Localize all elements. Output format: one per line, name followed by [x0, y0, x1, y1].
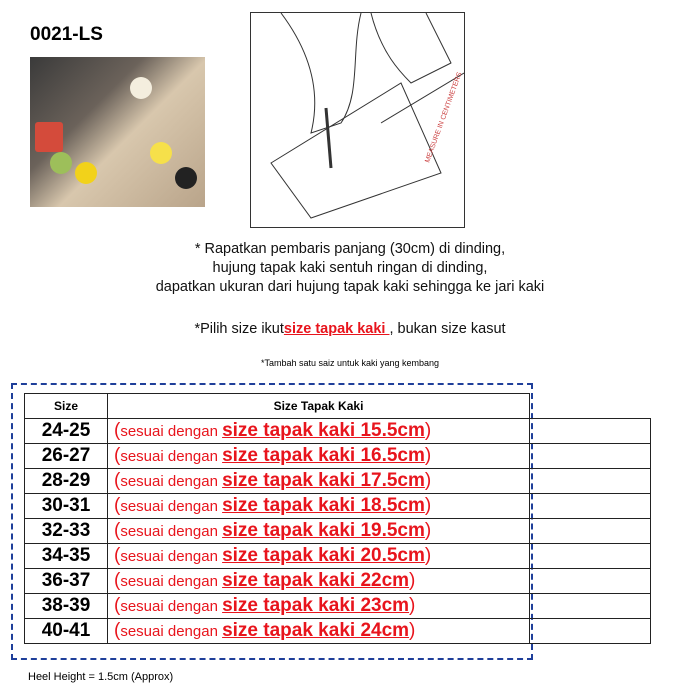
table-row: [25, 444, 651, 469]
empty-cell: [530, 619, 651, 644]
foot-size-cell: [108, 594, 530, 619]
foot-size-cell: [108, 444, 530, 469]
paren-open: (: [114, 470, 121, 491]
table-row: [25, 594, 651, 619]
paren-open: (: [114, 620, 121, 641]
ruler-text: MEASURE IN CENTIMETERS: [424, 71, 464, 164]
foot-size-value: size tapak kaki 16.5cm: [222, 445, 425, 466]
foot-size-value: size tapak kaki 18.5cm: [222, 495, 425, 516]
paren-close: ): [424, 520, 432, 541]
paren-open: (: [114, 495, 121, 516]
instruction-line: dapatkan ukuran dari hujung tapak kaki sehingga ke jari kaki: [155, 279, 545, 295]
foot-size-value: size tapak kaki 19.5cm: [222, 520, 425, 541]
paren-close: ): [409, 570, 416, 591]
foot-size-prefix: sesuai dengan: [120, 423, 223, 440]
header-foot-size: Size Tapak Kaki: [108, 394, 530, 419]
foot-size-cell: [108, 494, 530, 519]
paren-close: ): [409, 595, 416, 616]
empty-cell: [530, 494, 651, 519]
paren-close: ): [409, 620, 416, 641]
empty-cell: [530, 594, 651, 619]
wide-foot-note: *Tambah satu saiz untuk kaki yang kembang: [260, 358, 440, 368]
size-cell: 36-37: [25, 569, 108, 594]
foot-size-cell: [108, 469, 530, 494]
foot-size-cell: [108, 619, 530, 644]
paren-open: (: [114, 420, 121, 441]
size-cell: 40-41: [25, 619, 108, 644]
pick-suffix: , bukan size kasut: [389, 321, 506, 337]
size-cell: 34-35: [25, 544, 108, 569]
foot-size-value: size tapak kaki 20.5cm: [222, 545, 425, 566]
table-row: [25, 544, 651, 569]
table-header: [25, 394, 651, 419]
table-row: [25, 419, 651, 444]
paren-open: (: [114, 570, 121, 591]
paren-close: ): [424, 445, 432, 466]
foot-size-value: size tapak kaki 17.5cm: [222, 470, 425, 491]
foot-size-cell: [108, 569, 530, 594]
paren-open: (: [114, 520, 121, 541]
header-size: Size: [25, 394, 108, 419]
table-row: [25, 519, 651, 544]
foot-size-value: size tapak kaki 15.5cm: [222, 420, 425, 441]
size-cell: 26-27: [25, 444, 108, 469]
paren-close: ): [424, 495, 432, 516]
paren-close: ): [424, 470, 432, 491]
paren-open: (: [114, 595, 121, 616]
foot-size-cell: [108, 519, 530, 544]
empty-cell: [530, 519, 651, 544]
instruction-line: * Rapatkan pembaris panjang (30cm) di dinding,: [194, 241, 506, 257]
foot-size-prefix: sesuai dengan: [120, 448, 223, 465]
pick-size-note: [0, 320, 700, 339]
foot-size-cell: [108, 544, 530, 569]
foot-size-cell: [108, 419, 530, 444]
empty-cell: [530, 569, 651, 594]
foot-size-prefix: sesuai dengan: [120, 573, 223, 590]
empty-cell: [530, 469, 651, 494]
foot-size-value: size tapak kaki 22cm: [222, 570, 410, 591]
foot-size-value: size tapak kaki 24cm: [222, 620, 410, 641]
paren-close: ): [424, 545, 432, 566]
foot-size-prefix: sesuai dengan: [120, 498, 223, 515]
instructions: [0, 240, 700, 297]
product-code: 0021-LS: [30, 24, 103, 45]
empty-cell: [530, 419, 651, 444]
size-cell: 28-29: [25, 469, 108, 494]
foot-size-prefix: sesuai dengan: [120, 598, 223, 615]
table-row: [25, 619, 651, 644]
foot-size-prefix: sesuai dengan: [120, 523, 223, 540]
foot-measure-illustration: [250, 12, 465, 228]
empty-cell: [530, 544, 651, 569]
paren-open: (: [114, 445, 121, 466]
empty-cell: [530, 444, 651, 469]
table-row: [25, 494, 651, 519]
paren-open: (: [114, 545, 121, 566]
foot-size-prefix: sesuai dengan: [120, 548, 223, 565]
size-cell: 38-39: [25, 594, 108, 619]
table-row: [25, 569, 651, 594]
size-cell: 30-31: [25, 494, 108, 519]
size-table: [24, 393, 651, 644]
foot-size-prefix: sesuai dengan: [120, 473, 223, 490]
product-photo: [30, 57, 205, 207]
instruction-line: hujung tapak kaki sentuh ringan di dinding,: [212, 260, 488, 276]
pick-highlight: size tapak kaki: [283, 321, 390, 337]
paren-close: ): [424, 420, 432, 441]
size-cell: 24-25: [25, 419, 108, 444]
foot-size-value: size tapak kaki 23cm: [222, 595, 410, 616]
heel-height: Heel Height = 1.5cm (Approx): [28, 671, 174, 683]
table-row: [25, 469, 651, 494]
foot-size-prefix: sesuai dengan: [120, 623, 223, 640]
size-cell: 32-33: [25, 519, 108, 544]
pick-prefix: *Pilih size ikut: [194, 321, 284, 337]
